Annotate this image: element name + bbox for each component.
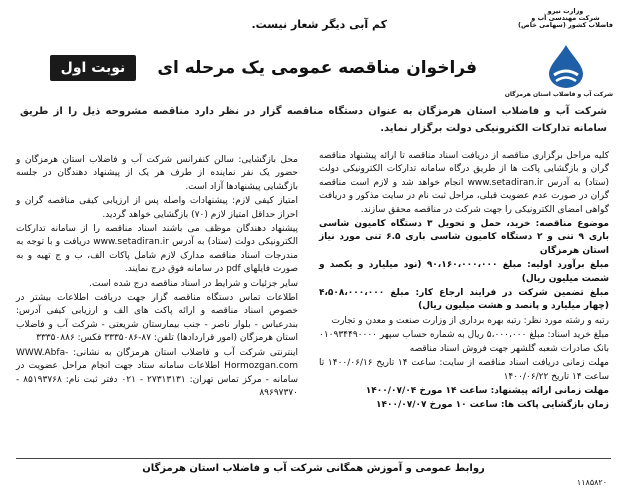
right-para-5: رتبه و رشته مورد نظر: رتبه بهره برداری از وزارت صنعت و معدن و تجارت [331,315,609,326]
right-para-4: مبلغ تضمین شرکت در فرایند ارجاع کار: مبلغ ۴،۵۰۸،۰۰۰،۰۰۰ (چهار میلیارد و پانصد و هشت میلیون ریال) [319,288,609,312]
right-para-8: مهلت زمانی ارائه پیشنهاد: ساعت ۱۴ مورخ ۱۴۰۰/۰۷/۰۴ [365,385,609,396]
right-para-1: کلیه مراحل برگزاری مناقصه از دریافت اسناد مناقصه تا ارائه پیشنهاد مناقصه گران و بازگشایی پاکت ها از طریق درگاه سامانه تدارکات الکترونیکی دولت (ستاد) به آدرس www.setadiran.ir انجام خواهد شد و لازم است مناقصه گران در صورت عدم عضویت قبلی، مراحل ثبت نام در سایت مذکور و دریافت گواهی امضای الکترونیکی را جهت شرکت در مناقصه محقق سازند. [319,151,609,215]
left-para-2: امتیاز کیفی لازم: پیشنهادات واصله پس از ارزیابی کیفی مناقصه گران و احراز حداقل امتیاز لازم (۷۰) بازگشایی خواهد گردید. [16,196,298,220]
left-para-3: پیشنهاد دهندگان موظف می باشند اسناد مناقصه را از سامانه تدارکات الکترونیکی دولت (ستاد) به آدرس www.setadiran.ir دریافت و با توجه به مندرجات اسناد مناقصه مدارک لازم شامل پاکات الف، ب و ج تهیه و به صورت فایلهای pdf در سامانه فوق درج نمایند. [16,224,299,275]
notice-code: ۱۱۸۵۸۲۰ [576,478,607,487]
right-para-6: مبلغ خرید اسناد: مبلغ ۵،۰۰۰،۰۰۰ ریال به شماره حساب سپهر ۰۱۰۹۳۴۴۹۰۰۰۰ بانک صادرات شعبه گلشهر جهت فروش اسناد مناقصه [319,330,610,354]
right-para-9: زمان بازگشایی پاکت ها: ساعت ۱۰ مورخ ۱۴۰۰/۰۷/۰۷ [375,400,609,411]
notice-title: فراخوان مناقصه عمومی یک مرحله ای [157,58,477,78]
right-column [319,150,609,414]
left-para-6: اینترنتی شرکت آب و فاضلاب استان هرمزگان به نشانی: WWW.Abfa-Hormozgan.com اطلاعات سامانه ستاد جهت انجام مراحل عضویت در سامانه - مرکز تماس تهران: ۲۷۳۱۳۱۳۱ - ۰۲۱ دفتر ثبت نام: ۸۵۱۹۳۷۶۸ - ۸۹۶۹۷۳۷۰ [16,347,298,398]
motto-text: کم آبی دیگر شعار نیست. [251,18,387,31]
right-para-7: مهلت زمانی دریافت اسناد مناقصه از سایت: ساعت ۱۴ تاریخ ۱۴۰۰/۰۶/۱۶ تا ساعت ۱۴ تاریخ ۱۴۰۰/۰۶/۲۲ [319,358,609,382]
left-para-4: سایر جزئیات و شرایط در اسناد مناقصه درج شده است. [89,278,298,289]
footer-credit: روابط عمومی و آموزش همگانی شرکت آب و فاضلاب استان هرمزگان [16,458,611,479]
company-name: شرکت آب و فاضلاب استان هرمزگان [504,91,613,99]
right-para-3: مبلغ برآورد اولیه: مبلغ ۹۰،۱۶۰،۰۰۰،۰۰۰ (نود میلیارد و یکصد و شصت میلیون ریال) [319,260,610,284]
ministry-subtitle: شرکت مهندسی آب و فاضلاب کشور (سهامی خاص) [518,14,613,30]
left-para-5: اطلاعات تماس دستگاه مناقصه گزار جهت دریافت اطلاعات بیشتر در خصوص اسناد مناقصه و ارائه پاکت های الف و ارزیابی کیفی آدرس: بندرعباس - بلوار ناصر - جنب بیمارستان شریعتی - شرکت آب و فاضلاب استان هرمزگان (امور قراردادها) تلفن: ۸۷-۳۳۳۵۰۸۶ فکس: ۳۳۳۵۰۸۸۶ [16,293,298,344]
left-para-1: محل بازگشایی: سالن کنفرانس شرکت آب و فاضلاب استان هرمزگان و حضور یک نفر نماینده از طرف هر یک از پیشنهاد دهندگان در جلسه بازگشایی پیشنهادها آزاد است. [16,155,298,192]
right-para-2: موضوع مناقصه: خرید، حمل و تحویل ۳ دستگاه کامیون شاسی باری ۹ تنی و ۲ دستگاه کامیون شاسی باری ۶.۵ تنی مورد نیاز استان هرمزگان [319,219,610,256]
water-drop-icon [541,43,591,89]
intro-paragraph: شرکت آب و فاضلاب استان هرمزگان به عنوان دستگاه مناقصه گزار در نظر دارد مناقصه مشروحه ذیل را از طریق سامانه تدارکات الکترونیکی دولت برگزار نماید. [20,106,607,134]
company-logo [504,7,613,106]
left-column [16,154,298,401]
round-badge: نوبت اول [50,55,136,81]
ministry-name: وزارت نیرو [547,7,584,15]
